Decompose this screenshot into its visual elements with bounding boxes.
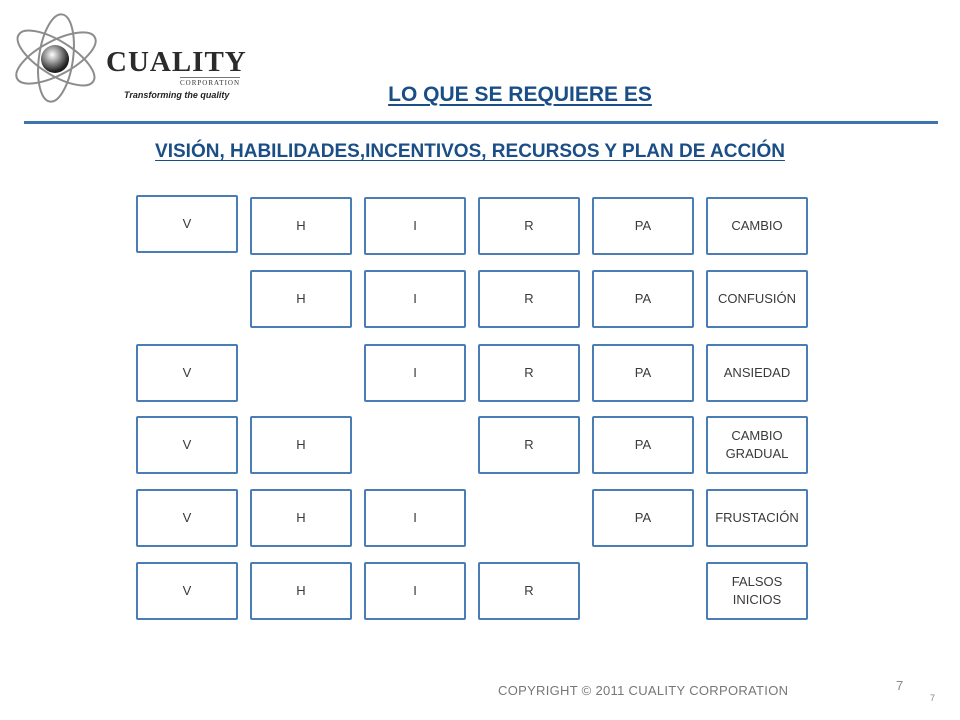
matrix-cell-r2-resultado: CONFUSIÓN bbox=[706, 270, 808, 328]
page-number: 7 bbox=[896, 678, 904, 693]
copyright-footer: COPYRIGHT © 2011 CUALITY CORPORATION bbox=[498, 683, 789, 698]
matrix-cell-r4-resultado: CAMBIO GRADUAL bbox=[706, 416, 808, 474]
matrix-cell-r1-habilidades: H bbox=[250, 197, 352, 255]
matrix-cell-r6-habilidades: H bbox=[250, 562, 352, 620]
matrix-cell-r1-plan-accion: PA bbox=[592, 197, 694, 255]
matrix-cell-r5-vision: V bbox=[136, 489, 238, 547]
matrix-cell-r5-habilidades: H bbox=[250, 489, 352, 547]
matrix-cell-r3-recursos: R bbox=[478, 344, 580, 402]
matrix-cell-r2-habilidades: H bbox=[250, 270, 352, 328]
matrix-cell-r1-resultado: CAMBIO bbox=[706, 197, 808, 255]
matrix-cell-r4-recursos: R bbox=[478, 416, 580, 474]
matrix-cell-r2-recursos: R bbox=[478, 270, 580, 328]
matrix-cell-r6-vision: V bbox=[136, 562, 238, 620]
matrix-cell-r6-incentivos: I bbox=[364, 562, 466, 620]
title-divider bbox=[24, 121, 938, 124]
matrix-cell-r3-incentivos: I bbox=[364, 344, 466, 402]
matrix-cell-r4-plan-accion: PA bbox=[592, 416, 694, 474]
matrix-cell-r4-vision: V bbox=[136, 416, 238, 474]
matrix-cell-r1-recursos: R bbox=[478, 197, 580, 255]
logo-corporation: CORPORATION bbox=[180, 79, 241, 87]
matrix-cell-r1-vision: V bbox=[136, 195, 238, 253]
matrix-cell-r4-habilidades: H bbox=[250, 416, 352, 474]
matrix-cell-r6-resultado: FALSOS INICIOS bbox=[706, 562, 808, 620]
matrix-cell-r2-incentivos: I bbox=[364, 270, 466, 328]
matrix-cell-r6-recursos: R bbox=[478, 562, 580, 620]
page-title: LO QUE SE REQUIERE ES bbox=[388, 83, 652, 106]
matrix-cell-r3-vision: V bbox=[136, 344, 238, 402]
matrix-cell-r5-resultado: FRUSTACIÓN bbox=[706, 489, 808, 547]
matrix-cell-r5-plan-accion: PA bbox=[592, 489, 694, 547]
matrix-cell-r3-resultado: ANSIEDAD bbox=[706, 344, 808, 402]
logo-tagline: Transforming the quality bbox=[124, 90, 230, 100]
page-subtitle: VISIÓN, HABILIDADES,INCENTIVOS, RECURSOS Y PLAN DE ACCIÓN bbox=[155, 141, 785, 162]
matrix-cell-r5-incentivos: I bbox=[364, 489, 466, 547]
matrix-cell-r2-plan-accion: PA bbox=[592, 270, 694, 328]
matrix-cell-r1-incentivos: I bbox=[364, 197, 466, 255]
matrix-cell-r3-plan-accion: PA bbox=[592, 344, 694, 402]
page-number-small: 7 bbox=[930, 693, 936, 703]
logo-wordmark: CUALITY bbox=[106, 46, 247, 78]
